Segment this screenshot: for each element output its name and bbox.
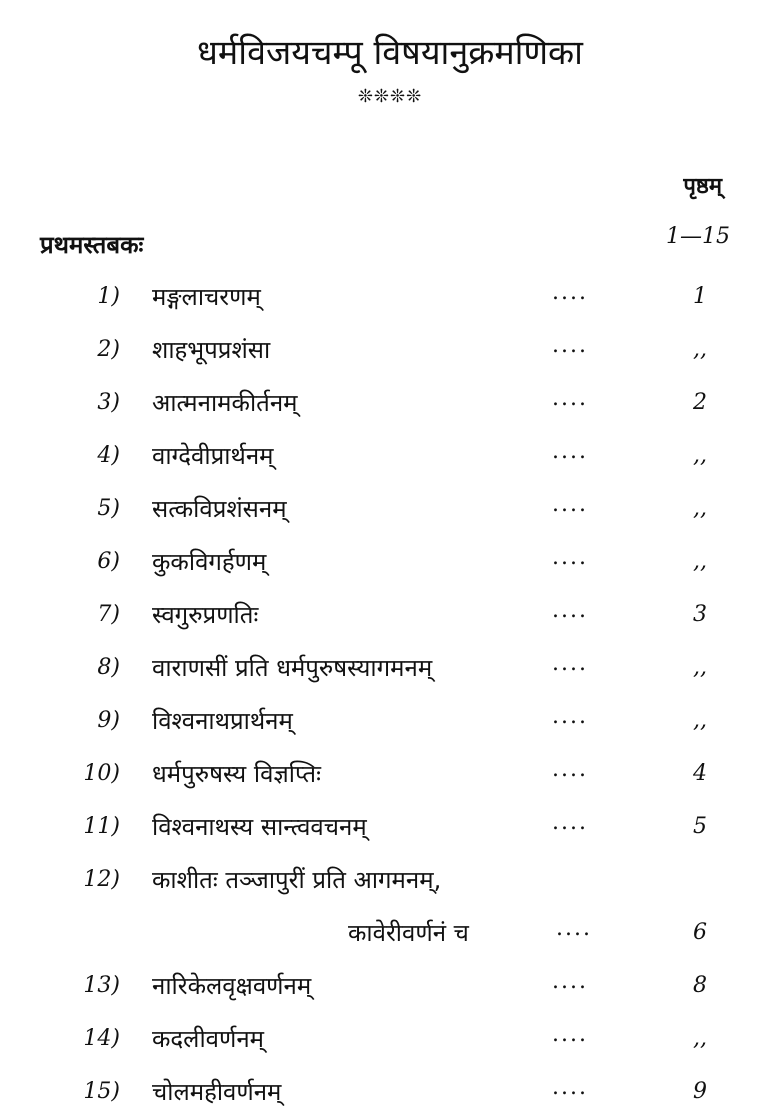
contents-entry bbox=[0, 588, 780, 641]
entry-number: 12) bbox=[83, 867, 120, 892]
entry-number: 10) bbox=[83, 761, 120, 786]
contents-entry bbox=[0, 323, 780, 376]
entry-number: 6) bbox=[97, 549, 120, 574]
contents-entry bbox=[0, 535, 780, 588]
section-title: प्रथमस्तबकः bbox=[40, 231, 144, 259]
entry-title: स्वगुरुप्रणतिः bbox=[152, 601, 259, 629]
entry-title: कदलीवर्णनम् bbox=[152, 1025, 265, 1053]
entry-title-continuation: कावेरीवर्णनं च bbox=[348, 919, 469, 947]
entry-number: 13) bbox=[83, 973, 120, 998]
entry-number: 4) bbox=[97, 443, 120, 468]
entry-title: विश्वनाथस्य सान्त्ववचनम् bbox=[152, 813, 367, 841]
entry-leader-dots: .... bbox=[552, 386, 588, 411]
contents-list bbox=[0, 270, 780, 1118]
entry-page: 2 bbox=[693, 390, 707, 415]
entry-leader-dots: .... bbox=[552, 651, 588, 676]
entry-number: 9) bbox=[97, 708, 120, 733]
entry-page: ,, bbox=[693, 655, 707, 680]
entry-leader-dots: .... bbox=[552, 810, 588, 835]
contents-entry bbox=[0, 1012, 780, 1065]
entry-page: 5 bbox=[693, 814, 707, 839]
entry-title: वाराणसीं प्रति धर्मपुरुषस्यागमनम् bbox=[152, 654, 433, 682]
entry-page: 8 bbox=[693, 973, 707, 998]
entry-page: 1 bbox=[693, 284, 707, 309]
entry-page: ,, bbox=[693, 549, 707, 574]
entry-number: 8) bbox=[97, 655, 120, 680]
contents-entry bbox=[0, 694, 780, 747]
entry-title: विश्वनाथप्रार्थनम् bbox=[152, 707, 293, 735]
section-page-range: 1—15 bbox=[666, 224, 730, 249]
entry-title: मङ्गलाचरणम् bbox=[152, 283, 261, 311]
entry-title: सत्कविप्रशंसनम् bbox=[152, 495, 287, 523]
entry-leader-dots: .... bbox=[552, 969, 588, 994]
entry-leader-dots: .... bbox=[552, 704, 588, 729]
entry-page: 3 bbox=[693, 602, 707, 627]
contents-entry bbox=[0, 853, 780, 959]
entry-leader-dots: .... bbox=[552, 757, 588, 782]
entry-leader-dots: .... bbox=[552, 1022, 588, 1047]
contents-entry bbox=[0, 1065, 780, 1118]
entry-leader-dots: .... bbox=[552, 598, 588, 623]
entry-page: 9 bbox=[693, 1079, 707, 1104]
entry-title: वाग्देवीप्रार्थनम् bbox=[152, 442, 274, 470]
contents-entry bbox=[0, 376, 780, 429]
entry-leader-dots: .... bbox=[552, 1075, 588, 1100]
contents-entry bbox=[0, 641, 780, 694]
entry-page: ,, bbox=[693, 708, 707, 733]
entry-title: नारिकेलवृक्षवर्णनम् bbox=[152, 972, 312, 1000]
entry-number: 7) bbox=[97, 602, 120, 627]
contents-entry bbox=[0, 747, 780, 800]
page-title: धर्मविजयचम्पू विषयानुक्रमणिका bbox=[197, 33, 583, 73]
entry-title: चोलमहीवर्णनम् bbox=[152, 1078, 282, 1106]
entry-leader-dots: .... bbox=[552, 545, 588, 570]
entry-leader-dots: .... bbox=[552, 439, 588, 464]
entry-number: 14) bbox=[83, 1026, 120, 1051]
entry-title: शाहभूपप्रशंसा bbox=[152, 336, 271, 364]
contents-entry bbox=[0, 959, 780, 1012]
contents-entry bbox=[0, 800, 780, 853]
entry-number: 5) bbox=[97, 496, 120, 521]
entry-page: ,, bbox=[693, 443, 707, 468]
entry-number: 11) bbox=[83, 814, 120, 839]
entry-number: 1) bbox=[97, 284, 120, 309]
entry-title: आत्मनामकीर्तनम् bbox=[152, 389, 298, 417]
entry-page: 4 bbox=[693, 761, 707, 786]
entry-number: 3) bbox=[97, 390, 120, 415]
contents-entry bbox=[0, 270, 780, 323]
entry-leader-dots: .... bbox=[552, 333, 588, 358]
page-column-header: पृष्ठम् bbox=[683, 174, 722, 199]
entry-number: 15) bbox=[83, 1079, 120, 1104]
entry-title: काशीतः तञ्जापुरीं प्रति आगमनम्, bbox=[152, 866, 442, 894]
contents-entry bbox=[0, 482, 780, 535]
ornament-divider: ❊❊❊❊ bbox=[357, 86, 423, 107]
entry-leader-dots: .... bbox=[556, 916, 592, 941]
entry-page: ,, bbox=[693, 1026, 707, 1051]
entry-title: कुकविगर्हणम् bbox=[152, 548, 267, 576]
entry-leader-dots: .... bbox=[552, 492, 588, 517]
entry-page: 6 bbox=[693, 920, 707, 945]
entry-leader-dots: .... bbox=[552, 280, 588, 305]
contents-entry bbox=[0, 429, 780, 482]
entry-number: 2) bbox=[97, 337, 120, 362]
entry-title: धर्मपुरुषस्य विज्ञप्तिः bbox=[152, 760, 321, 788]
entry-page: ,, bbox=[693, 337, 707, 362]
entry-page: ,, bbox=[693, 496, 707, 521]
